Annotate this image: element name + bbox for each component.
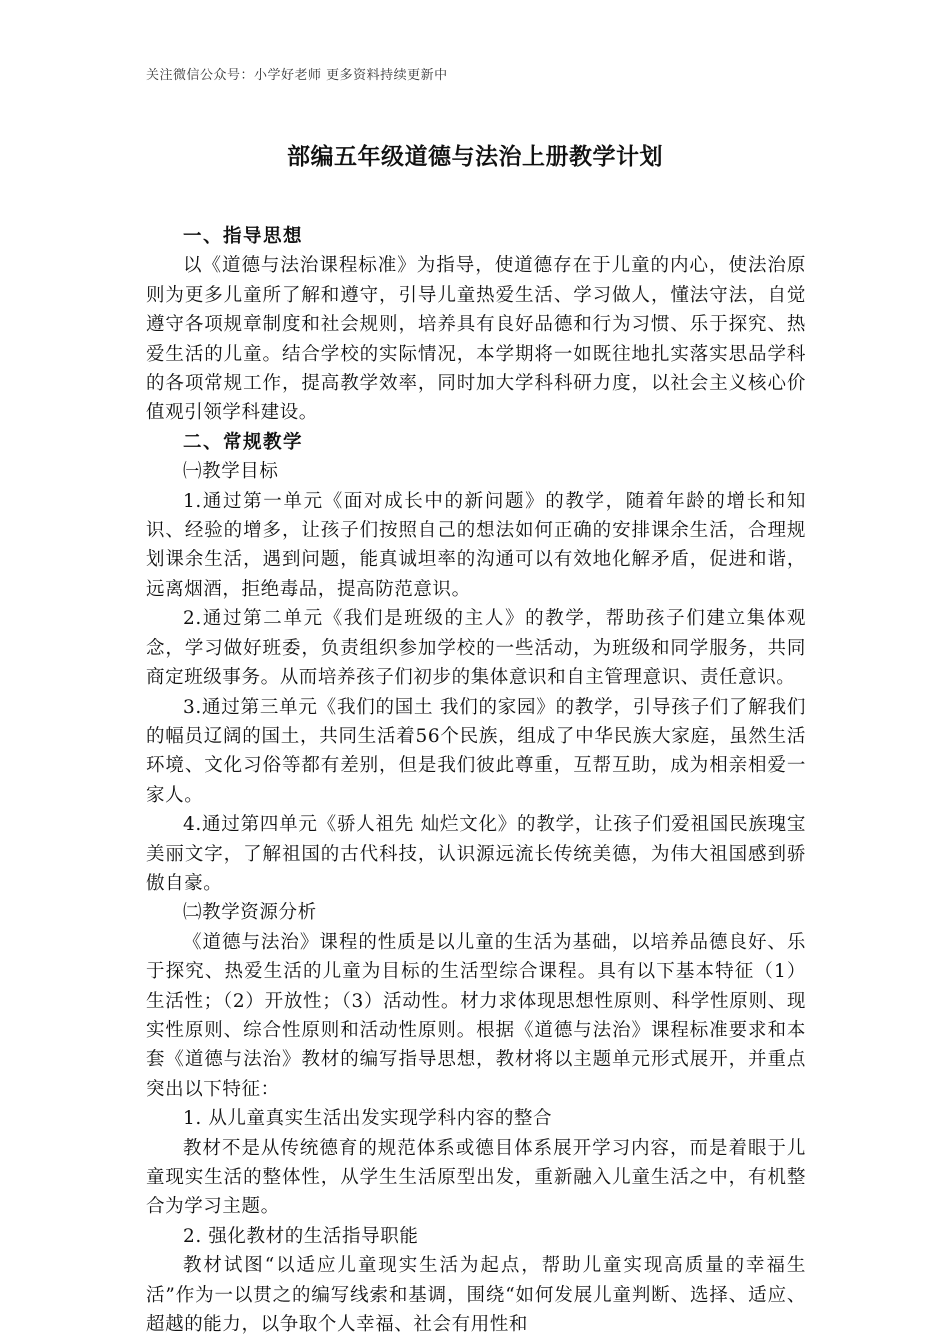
section-heading-guiding-ideology: 一、指导思想 xyxy=(183,226,304,247)
paragraph-goal-2: 2.通过第二单元《我们是班级的主人》的教学，帮助孩子们建立集体观念，学习做好班委，负责组织参加学校的一些活动，为班级和同学服务，共同商定班级事务。从而培养孩子们初步的集体意识和自主管理意识、责任意识。 xyxy=(146,608,806,689)
paragraph-goal-4: 4.通过第四单元《骄人祖先 灿烂文化》的教学，让孩子们爱祖国民族瑰宝美丽文字，了解祖国的古代科技，认识源远流长传统美德，为伟大祖国感到骄傲自豪。 xyxy=(146,814,806,894)
paragraph-guiding-ideology: 以《道德与法治课程标准》为指导，使道德存在于儿童的内心，使法治原则为更多儿童所了解和遵守，引导儿童热爱生活、学习做人，懂法守法，自觉遵守各项规章制度和社会规则，培养具有良好品德和行为习惯、乐于探究、热爱生活的儿童。结合学校的实际情况，本学期将一如既往地扎实落实思品学科的各项常规工作，提高教学效率，同时加大学科科研力度，以社会主义核心价值观引领学科建设。 xyxy=(146,255,806,424)
header-note: 关注微信公众号：小学好老师 更多资料持续更新中 xyxy=(146,68,448,83)
subheading-resource-analysis: ㈡教学资源分析 xyxy=(183,902,317,924)
feature-1-title: 1. 从儿童真实生活出发实现学科内容的整合 xyxy=(183,1108,553,1130)
document-body xyxy=(146,222,806,1339)
document-title: 部编五年级道德与法治上册教学计划 xyxy=(287,144,663,170)
feature-2-body: 教材试图“以适应儿童现实生活为起点，帮助儿童实现高质量的幸福生活”作为一以贯之的编写线索和基调，围绕“如何发展儿童判断、选择、适应、超越的能力，以争取个人幸福、社会有用性和 xyxy=(146,1255,806,1336)
paragraph-goal-3: 3.通过第三单元《我们的国土 我们的家园》的教学，引导孩子们了解我们的幅员辽阔的国土，共同生活着56个民族，组成了中华民族大家庭，虽然生活环境、文化习俗等都有差别，但是我们彼此尊重，互帮互助，成为相亲相爱一家人。 xyxy=(146,696,806,806)
paragraph-resource-analysis: 《道德与法治》课程的性质是以儿童的生活为基础，以培养品德良好、乐于探究、热爱生活的儿童为目标的生活型综合课程。具有以下基本特征（1）生活性；（2）开放性；（3）活动性。材力求体现思想性原则、科学性原则、现实性原则、综合性原则和活动性原则。根据《道德与法治》课程标准要求和本套《道德与法治》教材的编写指导思想，教材将以主题单元形式展开，并重点突出以下特征： xyxy=(146,931,806,1100)
section-heading-regular-teaching: 二、常规教学 xyxy=(183,431,304,453)
paragraph-goal-1: 1.通过第一单元《面对成长中的新问题》的教学，随着年龄的增长和知识、经验的增多，让孩子们按照自己的想法如何正确的安排课余生活，合理规划课余生活，遇到问题，能真诚坦率的沟通可以有效地化解矛盾，促进和谐，远离烟酒，拒绝毒品，提高防范意识。 xyxy=(146,490,806,600)
feature-1-body: 教材不是从传统德育的规范体系或德目体系展开学习内容，而是着眼于儿童现实生活的整体性，从学生生活原型出发，重新融入儿童生活之中，有机整合为学习主题。 xyxy=(146,1137,806,1218)
subheading-teaching-goals: ㈠教学目标 xyxy=(183,461,279,483)
feature-2-title: 2. 强化教材的生活指导职能 xyxy=(183,1225,419,1247)
